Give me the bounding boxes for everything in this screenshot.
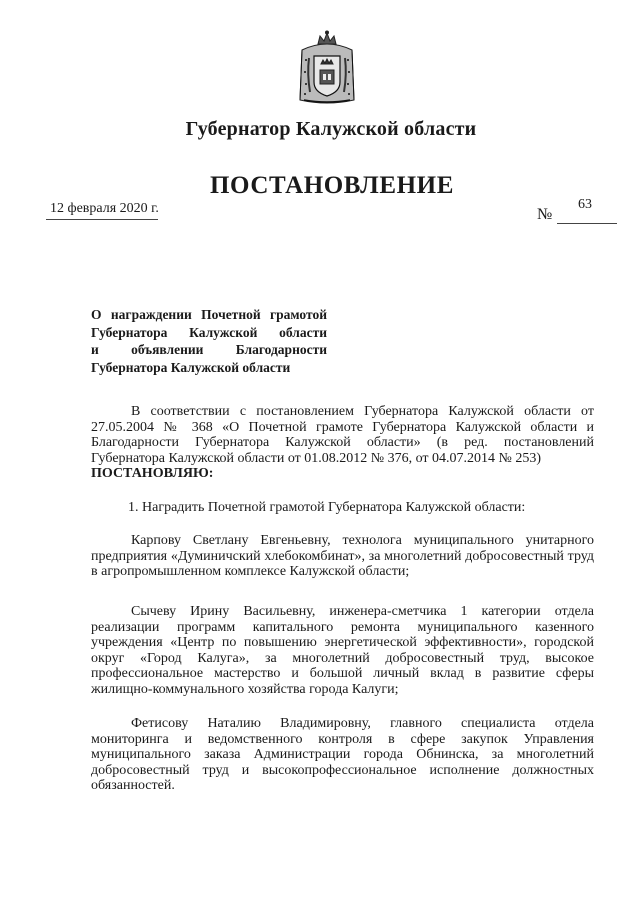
title-line: Губернатора Калужской области [91, 359, 291, 375]
document-type: ПОСТАНОВЛЕНИЕ [209, 172, 455, 199]
title-line: и объявлении Благодарности [91, 342, 327, 357]
number-sign: № [537, 206, 553, 223]
awardee-paragraph: Сычеву Ирину Васильевну, инженера-сметчика 1 категории отдела реализации программ капитального ремонта муниципального казенного учреждения «Центр по повышению энергетической эффективности», городской округ «Город Калуга», за многолетний добросовестный труд, высокое профессиональное мастерство и большой личный вклад в развитие сферы жилищно-коммунального хозяйства города Калуги; [91, 604, 594, 697]
preamble-paragraph [91, 404, 594, 482]
title-line: О награждении Почетной грамотой [91, 307, 327, 322]
number-value: 63 [578, 197, 592, 212]
authority-name: Губернатор Калужской области [185, 118, 477, 140]
date-underline [46, 219, 158, 220]
document-title [91, 306, 327, 376]
awardee-paragraph: Фетисову Наталию Владимировну, главного специалиста отдела мониторинга и ведомственного контроля в сфере закупок Управления муниципального заказа Администрации города Обнинска, за многолетний добросовестный труд и высокопрофессиональное исполнение должностных обязанностей. [91, 716, 594, 793]
preamble-text: В соответствии с постановлением Губернатора Калужской области от 27.05.2004 № 368 «О Почетной грамоте Губернатора Калужской области и Благодарности Губернатора Калужской области» (в ред. постановлений Губернатора Калужской области от 01.08.2012 № 376, от 04.07.2014 № 253) [91, 404, 594, 466]
item-1: 1. Наградить Почетной грамотой Губернатора Калужской области: [128, 500, 526, 515]
document-date: 12 февраля 2020 г. [50, 201, 159, 216]
title-line: Губернатора Калужской области [91, 324, 327, 340]
number-underline [557, 223, 617, 224]
awardee-paragraph: Карпову Светлану Евгеньевну, технолога муниципального унитарного предприятия «Думиничский хлебокомбинат», за многолетний добросовестный труд в агропромышленном комплексе Калужской области; [91, 533, 594, 579]
coat-of-arms-icon [296, 30, 358, 106]
decree-word: ПОСТАНОВЛЯЮ: [91, 466, 214, 481]
